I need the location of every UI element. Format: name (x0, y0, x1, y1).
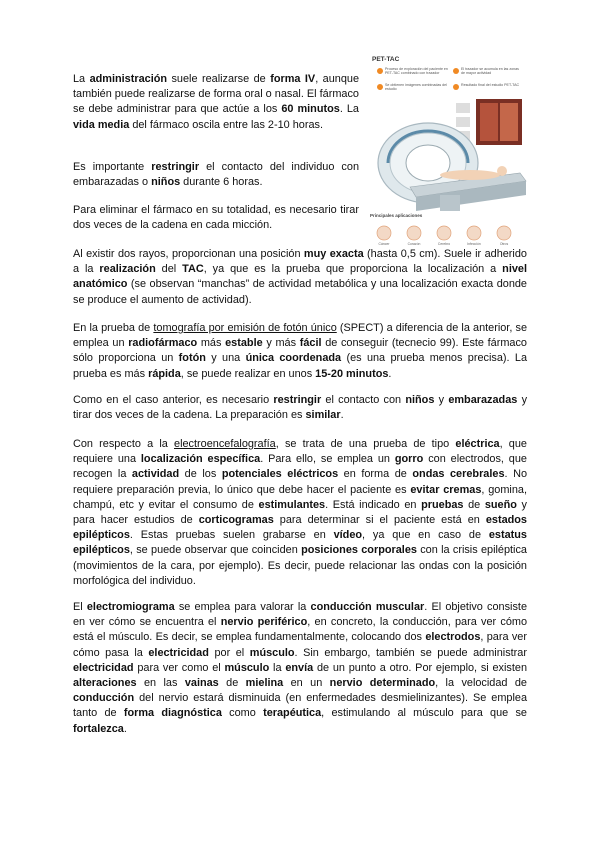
figure-bottom-title: Principales aplicaciones (370, 213, 423, 218)
bold-term: administración (89, 73, 168, 85)
bold-term: conducción (73, 692, 135, 705)
text-run: . Sin embargo, también se puede administrar (294, 646, 527, 659)
text-run: de conseguir (tecnecio 99). Este fármaco sólo proporciona un (73, 337, 527, 365)
paragraph (73, 321, 527, 382)
text-run: . Estas pruebas suelen grabarse en (129, 529, 334, 542)
bold-term: ondas cerebrales (412, 468, 505, 481)
bold-term: TAC (182, 263, 204, 276)
text-run: , para ver cómo pasa la (73, 631, 527, 659)
bold-term: músculo (249, 646, 295, 659)
bold-term: realización (99, 263, 156, 276)
text-run: de un punto a otro. Por ejemplo, si existen (313, 661, 528, 674)
paragraph (73, 160, 359, 190)
bold-term: restringir (151, 161, 200, 173)
text-run: , ya que en caso de (362, 529, 489, 542)
text-run: , en concreto, la conducción, para ver cómo está el músculo. Es decir, se emplea fundamentalmente, colocando dos (73, 616, 527, 644)
bold-term: mielina (245, 677, 284, 690)
text-run: El (73, 601, 87, 613)
text-run: en forma de (338, 468, 413, 481)
bold-term: electromiograma (86, 601, 175, 613)
bold-term: estable (225, 337, 263, 350)
figure-legend-item: Proceso de exploración del paciente en PET-TAC combinado con trazador (385, 67, 448, 76)
text-run: (hasta 0,5 cm). Suele ir adherido a la (73, 248, 527, 276)
text-run: Para eliminar el fármaco en su totalidad, es necesario tirar dos veces de la cadena en cada micción. (73, 204, 359, 232)
text-run: en las (136, 677, 185, 690)
text-run: . (340, 409, 344, 422)
bold-term: muy exacta (303, 248, 364, 260)
text-run: de (463, 498, 485, 511)
bold-term: embarazadas (448, 394, 518, 406)
text-run: y para hacer estudios de (73, 498, 527, 527)
bold-term: forma diagnóstica (123, 707, 222, 720)
figure-legend-item: El trazador se acumula en las zonas de mayor actividad (461, 67, 519, 76)
text-run: con electrodos, que recogen la (73, 453, 527, 481)
text-run: Al existir dos rayos, proporcionan una posición (73, 248, 304, 260)
bold-term: vida media (73, 118, 130, 131)
text-run: . La (339, 103, 359, 116)
bold-term: 15-20 minutos (315, 367, 389, 380)
text-run: por el (208, 646, 250, 659)
text-run: Con respecto a la (73, 438, 175, 450)
text-run: . (123, 722, 127, 735)
text-run: , ya que es la prueba que proporciona la localización a (203, 263, 503, 276)
text-run: , estimulando al músculo para que se (321, 707, 527, 720)
text-run: durante 6 horas. (180, 176, 263, 189)
text-run: , aunque también puede realizarse de forma oral o nasal. El fármaco se debe administrar para que actúe a los (73, 73, 359, 116)
bold-term: vídeo (333, 529, 363, 542)
bold-term: músculo (224, 661, 270, 674)
text-run: , se puede observar que coinciden (129, 544, 302, 557)
text-run: de (218, 677, 246, 690)
text-run: como (221, 707, 264, 720)
figure-legend-item: Se obtienen imágenes combinadas del estudio (385, 83, 447, 92)
text-run: La (73, 73, 90, 85)
paragraph (73, 393, 527, 423)
bold-term: única coordenada (245, 352, 342, 365)
text-run: más (197, 337, 226, 350)
text-run: (SPECT) a diferencia de la anterior, se emplea un (73, 322, 528, 350)
text-run: , que requiere una (73, 438, 527, 466)
bold-term: radiofármaco (128, 337, 198, 350)
bold-term: forma IV (270, 73, 316, 85)
text-run: . El objetivo consiste en ver cómo se encuentra el (73, 601, 527, 629)
bold-term: niños (405, 394, 435, 406)
text-run: En la prueba de (73, 322, 154, 334)
bold-term: estatus epilépticos (73, 529, 527, 557)
bold-term: envía (285, 661, 314, 674)
figure-bottom-label: Cáncer (378, 242, 390, 246)
text-run: . No requiere preparación previa, lo único que debe hacer el paciente es (73, 468, 528, 496)
bold-term: electricidad (73, 661, 134, 674)
figure-legend-item: Resultado final del estudio PET-TAC (461, 83, 520, 87)
bold-term: localización específica (140, 453, 261, 466)
bold-term: niños (151, 176, 181, 189)
figure-bottom-label: Cerebro (437, 242, 451, 246)
text-run: , se trata de una prueba de tipo (275, 438, 456, 450)
bold-term: gorro (394, 453, 424, 466)
bold-term: fotón (178, 352, 206, 365)
text-run: y (434, 394, 449, 406)
bold-term: alteraciones (73, 677, 137, 690)
figure-bottom-label: Infección (467, 242, 481, 246)
bold-term: terapéutica (263, 707, 322, 720)
text-run: , gomina, champú, etc y evitar el consumo de (73, 483, 527, 511)
paragraph (73, 203, 359, 233)
text-run: del fármaco oscila entre las 2-10 horas. (129, 118, 324, 131)
text-run: para ver como el (133, 661, 225, 674)
bold-term: vainas (184, 677, 219, 690)
text-run: y más (262, 337, 300, 350)
text-run: del nervio estará disminuida (en enfermedades desmielinizantes). Se emplea tanto de (73, 692, 527, 720)
figure-bottom-label: Otros (499, 242, 509, 246)
bold-term: fortalezca (73, 722, 124, 735)
bold-term: similar (305, 409, 341, 422)
text-run: de los (179, 468, 222, 481)
text-run: Es importante (73, 161, 152, 173)
pet-tac-figure (370, 55, 527, 255)
bold-term: pruebas (421, 498, 464, 511)
bold-term: actividad (131, 468, 180, 481)
text-run: Como en el caso anterior, es necesario (73, 394, 274, 406)
bold-term: fácil (299, 337, 322, 350)
bold-term: corticogramas (198, 514, 274, 527)
bold-term: evitar cremas (410, 483, 482, 496)
text-run: y tirar dos veces de la cadena. La preparación es (73, 394, 528, 422)
bold-term: nivel anatómico (73, 263, 527, 291)
bold-term: electricidad (148, 646, 209, 659)
figure-bottom-label: Corazón (407, 242, 421, 246)
text-run: , se puede realizar en unos (180, 367, 316, 380)
bold-term: nervio periférico (220, 616, 308, 629)
bold-term: estimulantes (258, 498, 326, 511)
text-run: el contacto del individuo con embarazadas o (73, 161, 359, 189)
text-run: con la crisis epiléptica (movimientos de la cara, por ejemplo). Es decir, puede relacionar las ondas con la posición morfológica del individuo. (73, 544, 527, 587)
bold-term: sueño (484, 498, 517, 511)
underlined-term: electroencefalografía (174, 438, 276, 450)
paragraph (73, 72, 359, 133)
text-run: la (269, 661, 286, 674)
text-run: y una (205, 352, 246, 365)
text-run: en un (283, 677, 330, 690)
text-run: . Está indicado en (325, 498, 422, 511)
text-run: . Para ello, se emplea un (260, 453, 395, 466)
bold-term: conducción muscular (310, 601, 425, 613)
bold-term: estados epilépticos (73, 514, 527, 542)
text-run: (es una prueba menos precisa). La prueba es más (73, 352, 527, 380)
bold-term: nervio determinado (329, 677, 436, 690)
bold-term: 60 minutos (281, 103, 340, 116)
text-run: (se observan “manchas” de actividad metabólica y una localización exacta donde se produce el aumento de actividad). (73, 278, 527, 306)
text-run: para determinar si el paciente está en (273, 514, 486, 527)
underlined-term: tomografía por emisión de fotón único (153, 322, 337, 334)
paragraph (73, 437, 527, 589)
text-run: suele realizarse de (167, 73, 271, 85)
text-run: , la velocidad de (435, 677, 527, 690)
bold-term: potenciales eléctricos (221, 468, 339, 481)
bold-term: rápida (148, 367, 181, 380)
text-run: . (388, 367, 392, 380)
paragraph (73, 247, 527, 308)
paragraph (73, 600, 527, 737)
bold-term: electrodos (425, 631, 481, 644)
bold-term: eléctrica (455, 438, 500, 450)
figure-title: PET-TAC (372, 56, 400, 63)
text-run: del (155, 263, 183, 276)
bold-term: posiciones corporales (301, 544, 417, 557)
text-run: se emplea para valorar la (174, 601, 311, 613)
text-run: el contacto con (321, 394, 406, 406)
bold-term: restringir (273, 394, 322, 406)
